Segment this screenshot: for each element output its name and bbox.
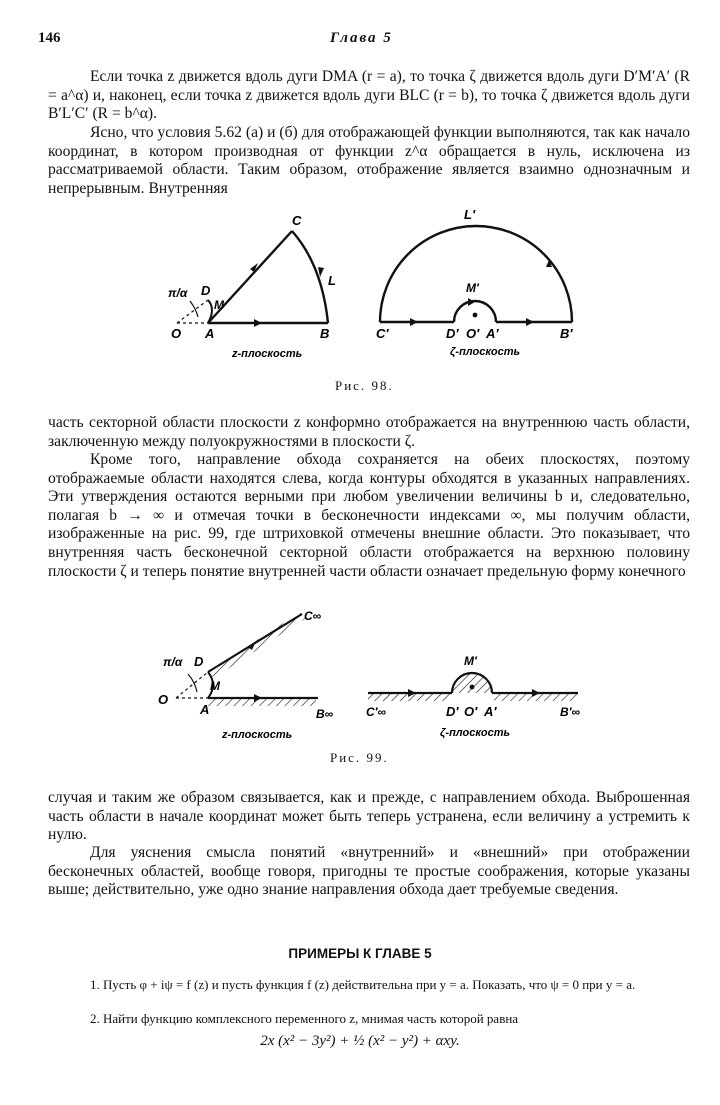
fig99-label-c-prime-inf: C′∞ [366, 705, 387, 719]
paragraph-2: Ясно, что условия 5.62 (а) и (б) для отображающей функции выполняются, так как начало координат, в котором производная от функции z^α обращается в нуль, исключена из рассматриваемой области. Таким образом, отображение является взаимно однозначным и непрерывным. Внутренняя [48, 124, 690, 197]
fig98-inner-semicircle [454, 301, 496, 322]
fig98-label-c: C [292, 213, 302, 228]
fig99-label-o: O [158, 692, 169, 707]
fig99-hatch-semicircle [452, 673, 492, 693]
fig98-label-l: L [328, 273, 336, 288]
paragraph-3: часть секторной области плоскости z конформно отображается на внутреннюю часть области, заключенную между полуокружностями в плоскости ζ. [48, 414, 690, 450]
fig98-label-d: D [201, 283, 211, 298]
figure-98 [0, 205, 720, 405]
fig98-zeta-plane [380, 226, 572, 326]
paragraph-6: Для уяснения смысла понятий «внутренний» и «внешний» при отображении бесконечных областей, вообще говоря, пригодны те простые соображения, которые указаны выше; действительно, уже одно знание направления обхода дает требуемые сведения. [48, 844, 690, 899]
example-1: 1. Пусть φ + iψ = f (z) и пусть функция f (z) действительна при y = a. Показать, что ψ = 0 при y = a. [90, 977, 636, 992]
fig98-z-plane-label: z-плоскость [232, 348, 303, 360]
fig99-label-o-prime: O′ [464, 704, 478, 719]
fig98-label-d-prime: D′ [446, 326, 459, 341]
fig98-dashed-ray [177, 300, 208, 323]
examples-heading: ПРИМЕРЫ К ГЛАВЕ 5 [288, 946, 432, 961]
fig99-label-m-prime: M′ [464, 654, 477, 668]
example-2-formula: 2x (x² − 3y²) + ½ (x² − y²) + αxy. [260, 1033, 460, 1049]
fig98-label-a: A [205, 326, 215, 341]
fig98-label-pi-alpha: π/α [168, 286, 188, 300]
fig98-arrow-ab-prime [526, 318, 534, 326]
fig98-label-m: M [214, 298, 224, 312]
fig98-label-c-prime: C′ [376, 326, 389, 341]
page-number: 146 [38, 30, 61, 46]
paragraph-4: Кроме того, направление обхода сохраняется на обеих плоскостях, поэтому отображаемые области находятся слева, когда контуры обходятся в указанных направлениях. Эти утверждения остаются верными при любом увеличении величины b и, следовательно, полагая b → ∞ и отмечая точки в бесконечности индексами ∞, мы получим области, изображенные на рис. 99, где штриховкой отмечены внешние области. Это показывает, что внутренняя часть бесконечной секторной области отображается на верхнюю половину плоскости ζ и теперь понятие внутренней части области означает предельную форму конечного [48, 451, 690, 580]
fig98-label-b: B [320, 326, 330, 341]
fig98-label-l-prime: L′ [464, 207, 476, 222]
fig99-dashed-ray [176, 672, 208, 698]
figure-99-caption: Рис. 99. [330, 750, 389, 765]
fig99-z-plane-label: z-плоскость [222, 729, 293, 741]
fig98-label-b-prime: B′ [560, 326, 573, 341]
running-head: Глава 5 [330, 30, 393, 46]
fig99-label-d-prime: D′ [446, 704, 459, 719]
fig99-label-m: M [210, 679, 220, 693]
fig98-origin-dot [473, 313, 478, 318]
figure-98-caption: Рис. 98. [335, 378, 394, 393]
figure-99 [0, 600, 720, 750]
fig99-angle-arrow [188, 674, 197, 692]
fig98-arrow-ab [254, 319, 262, 327]
fig99-label-a-prime: A′ [484, 704, 497, 719]
fig99-label-d: D [194, 654, 204, 669]
fig99-label-c-inf: C∞ [304, 609, 322, 623]
fig98-outer-semicircle [380, 226, 572, 322]
fig98-arrow-inner [468, 298, 475, 306]
paragraph-5: случая и таким же образом связывается, как и прежде, с направлением обхода. Выброшенная часть области в начале координат может быть теперь устранена, если величину a устремить к нулю. [48, 789, 690, 844]
paragraph-1: Если точка z движется вдоль дуги DMA (r = a), то точка ζ движется вдоль дуги D′M′A′ (R = a^α) и, наконец, если точка z движется вдоль дуги BLC (r = b), то точка ζ движется вдоль дуги B′L′C′ (R = b^α). [48, 68, 690, 123]
fig99-zeta-plane-label: ζ-плоскость [440, 727, 511, 739]
fig98-arrow-cd [410, 318, 418, 326]
fig99-label-b-inf: B∞ [316, 707, 334, 721]
fig98-label-o: O [171, 326, 182, 341]
fig98-z-plane [177, 231, 328, 327]
fig98-label-m-prime: M′ [466, 281, 479, 295]
fig98-arc-bc [292, 231, 328, 323]
fig99-hatch-axis [208, 698, 316, 706]
fig98-label-o-prime: O′ [466, 326, 480, 341]
fig98-zeta-plane-label: ζ-плоскость [450, 346, 521, 358]
fig99-hatch-ray [208, 612, 306, 678]
fig98-label-a-prime: A′ [486, 326, 499, 341]
example-2: 2. Найти функцию комплексного переменного z, мнимая часть которой равна [90, 1011, 519, 1026]
fig99-label-a: A [200, 702, 210, 717]
fig99-label-pi-alpha: π/α [163, 655, 183, 669]
fig99-origin-dot [470, 685, 475, 690]
fig99-label-b-prime-inf: B′∞ [560, 705, 581, 719]
